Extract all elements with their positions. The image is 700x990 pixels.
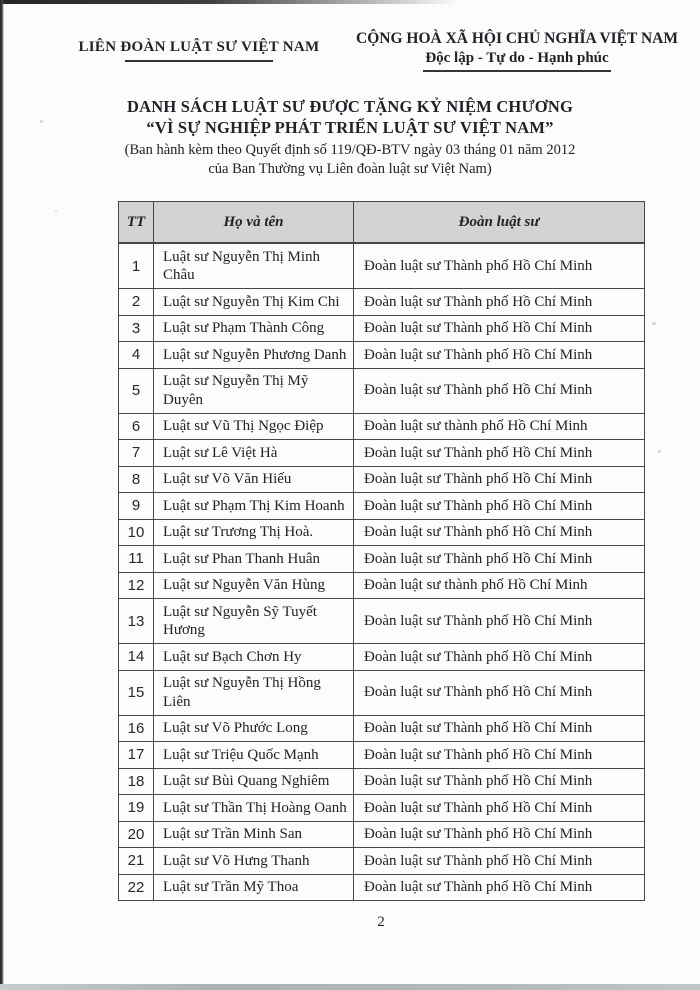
lawyer-name-cell: Luật sư Trần Mỹ Thoa (154, 874, 354, 901)
lawyer-name-cell: Luật sư Võ Hưng Thanh (154, 848, 354, 875)
bar-association-cell: Đoàn luật sư thành phố Hồ Chí Minh (354, 572, 645, 599)
row-number-cell: 11 (119, 546, 154, 573)
lawyer-name-cell: Luật sư Trương Thị Hoà. (154, 519, 354, 546)
table-row (119, 742, 645, 769)
bar-association-cell: Đoàn luật sư Thành phố Hồ Chí Minh (354, 795, 645, 822)
row-number-cell: 6 (119, 413, 154, 440)
bar-association-cell: Đoàn luật sư Thành phố Hồ Chí Minh (354, 466, 645, 493)
document-subtitle (0, 141, 700, 179)
lawyer-name-cell: Luật sư Bạch Chơn Hy (154, 644, 354, 671)
lawyer-roster-table (118, 201, 645, 901)
table-row (119, 289, 645, 316)
scan-edge-top (0, 0, 460, 4)
row-number-cell: 7 (119, 440, 154, 467)
table-row (119, 599, 645, 644)
lawyer-name-cell: Luật sư Võ Văn Hiếu (154, 466, 354, 493)
table-row (119, 368, 645, 413)
document-subtitle-line2: của Ban Thường vụ Liên đoàn luật sư Việt Nam) (208, 161, 492, 177)
scan-speck (55, 210, 57, 212)
bar-association-cell: Đoàn luật sư Thành phố Hồ Chí Minh (354, 670, 645, 715)
organization-underline (125, 60, 273, 62)
bar-association-cell: Đoàn luật sư Thành phố Hồ Chí Minh (354, 848, 645, 875)
row-number-cell: 22 (119, 874, 154, 901)
column-header-name: Họ và tên (154, 202, 354, 244)
row-number-cell: 1 (119, 243, 154, 289)
lawyer-name-cell: Luật sư Nguyễn Phương Danh (154, 342, 354, 369)
lawyer-name-cell: Luật sư Võ Phước Long (154, 715, 354, 742)
organization-block (58, 39, 340, 62)
scan-speck (658, 450, 661, 453)
lawyer-name-cell: Luật sư Lê Việt Hà (154, 440, 354, 467)
lawyer-name-cell: Luật sư Nguyễn Thị Kim Chi (154, 289, 354, 316)
table-row (119, 644, 645, 671)
national-header-block (352, 30, 682, 72)
lawyer-name-cell: Luật sư Nguyễn Thị Minh Châu (154, 243, 354, 289)
bar-association-cell: Đoàn luật sư Thành phố Hồ Chí Minh (354, 519, 645, 546)
row-number-cell: 8 (119, 466, 154, 493)
table-row (119, 670, 645, 715)
row-number-cell: 9 (119, 493, 154, 520)
national-motto-underline (423, 70, 611, 72)
document-title-line1: DANH SÁCH LUẬT SƯ ĐƯỢC TẶNG KỶ NIỆM CHƯƠNG (127, 97, 573, 116)
lawyer-name-cell: Luật sư Triệu Quốc Mạnh (154, 742, 354, 769)
table-row (119, 848, 645, 875)
lawyer-name-cell: Luật sư Bùi Quang Nghiêm (154, 768, 354, 795)
table-row (119, 413, 645, 440)
lawyer-name-cell: Luật sư Phan Thanh Huân (154, 546, 354, 573)
row-number-cell: 15 (119, 670, 154, 715)
lawyer-table-body (119, 243, 645, 901)
national-motto: Độc lập - Tự do - Hạnh phúc (425, 50, 609, 66)
bar-association-cell: Đoàn luật sư Thành phố Hồ Chí Minh (354, 342, 645, 369)
lawyer-name-cell: Luật sư Trần Minh San (154, 821, 354, 848)
lawyer-name-cell: Luật sư Nguyễn Thị Mỹ Duyên (154, 368, 354, 413)
table-row (119, 768, 645, 795)
scan-edge-left (0, 0, 4, 990)
scan-speck (40, 120, 43, 123)
table-row (119, 243, 645, 289)
document-title-line2: “VÌ SỰ NGHIỆP PHÁT TRIỂN LUẬT SƯ VIỆT NAM” (146, 118, 554, 137)
bar-association-cell: Đoàn luật sư thành phố Hồ Chí Minh (354, 413, 645, 440)
row-number-cell: 16 (119, 715, 154, 742)
scan-edge-bottom (0, 984, 700, 990)
row-number-cell: 14 (119, 644, 154, 671)
lawyer-name-cell: Luật sư Phạm Thành Công (154, 315, 354, 342)
bar-association-cell: Đoàn luật sư Thành phố Hồ Chí Minh (354, 243, 645, 289)
column-header-tt: TT (119, 202, 154, 244)
bar-association-cell: Đoàn luật sư Thành phố Hồ Chí Minh (354, 493, 645, 520)
document-header (0, 0, 700, 72)
row-number-cell: 12 (119, 572, 154, 599)
lawyer-name-cell: Luật sư Nguyễn Sỹ Tuyết Hương (154, 599, 354, 644)
row-number-cell: 5 (119, 368, 154, 413)
national-title: CỘNG HOÀ XÃ HỘI CHỦ NGHĨA VIỆT NAM (356, 30, 678, 47)
lawyer-name-cell: Luật sư Nguyễn Thị Hồng Liên (154, 670, 354, 715)
bar-association-cell: Đoàn luật sư Thành phố Hồ Chí Minh (354, 742, 645, 769)
lawyer-name-cell: Luật sư Thần Thị Hoàng Oanh (154, 795, 354, 822)
table-row (119, 572, 645, 599)
bar-association-cell: Đoàn luật sư Thành phố Hồ Chí Minh (354, 599, 645, 644)
document-title-block (0, 96, 700, 179)
lawyer-name-cell: Luật sư Nguyễn Văn Hùng (154, 572, 354, 599)
bar-association-cell: Đoàn luật sư Thành phố Hồ Chí Minh (354, 440, 645, 467)
bar-association-cell: Đoàn luật sư Thành phố Hồ Chí Minh (354, 546, 645, 573)
row-number-cell: 3 (119, 315, 154, 342)
row-number-cell: 20 (119, 821, 154, 848)
page-number: 2 (377, 914, 385, 930)
bar-association-cell: Đoàn luật sư Thành phố Hồ Chí Minh (354, 289, 645, 316)
bar-association-cell: Đoàn luật sư Thành phố Hồ Chí Minh (354, 368, 645, 413)
organization-name: LIÊN ĐOÀN LUẬT SƯ VIỆT NAM (78, 39, 320, 55)
row-number-cell: 21 (119, 848, 154, 875)
table-row (119, 315, 645, 342)
scan-speck (652, 322, 656, 325)
bar-association-cell: Đoàn luật sư Thành phố Hồ Chí Minh (354, 821, 645, 848)
row-number-cell: 18 (119, 768, 154, 795)
row-number-cell: 19 (119, 795, 154, 822)
table-row (119, 440, 645, 467)
table-row (119, 342, 645, 369)
table-row (119, 795, 645, 822)
bar-association-cell: Đoàn luật sư Thành phố Hồ Chí Minh (354, 315, 645, 342)
table-row (119, 519, 645, 546)
table-row (119, 546, 645, 573)
table-row (119, 466, 645, 493)
bar-association-cell: Đoàn luật sư Thành phố Hồ Chí Minh (354, 768, 645, 795)
lawyer-name-cell: Luật sư Phạm Thị Kim Hoanh (154, 493, 354, 520)
row-number-cell: 2 (119, 289, 154, 316)
table-row (119, 874, 645, 901)
row-number-cell: 10 (119, 519, 154, 546)
row-number-cell: 4 (119, 342, 154, 369)
bar-association-cell: Đoàn luật sư Thành phố Hồ Chí Minh (354, 874, 645, 901)
row-number-cell: 17 (119, 742, 154, 769)
table-row (119, 715, 645, 742)
table-header-row (119, 202, 645, 244)
column-header-bar: Đoàn luật sư (354, 202, 645, 244)
bar-association-cell: Đoàn luật sư Thành phố Hồ Chí Minh (354, 715, 645, 742)
table-row (119, 493, 645, 520)
lawyer-name-cell: Luật sư Vũ Thị Ngọc Điệp (154, 413, 354, 440)
row-number-cell: 13 (119, 599, 154, 644)
document-subtitle-line1: (Ban hành kèm theo Quyết định số 119/QĐ-BTV ngày 03 tháng 01 năm 2012 (124, 142, 576, 158)
bar-association-cell: Đoàn luật sư Thành phố Hồ Chí Minh (354, 644, 645, 671)
table-row (119, 821, 645, 848)
